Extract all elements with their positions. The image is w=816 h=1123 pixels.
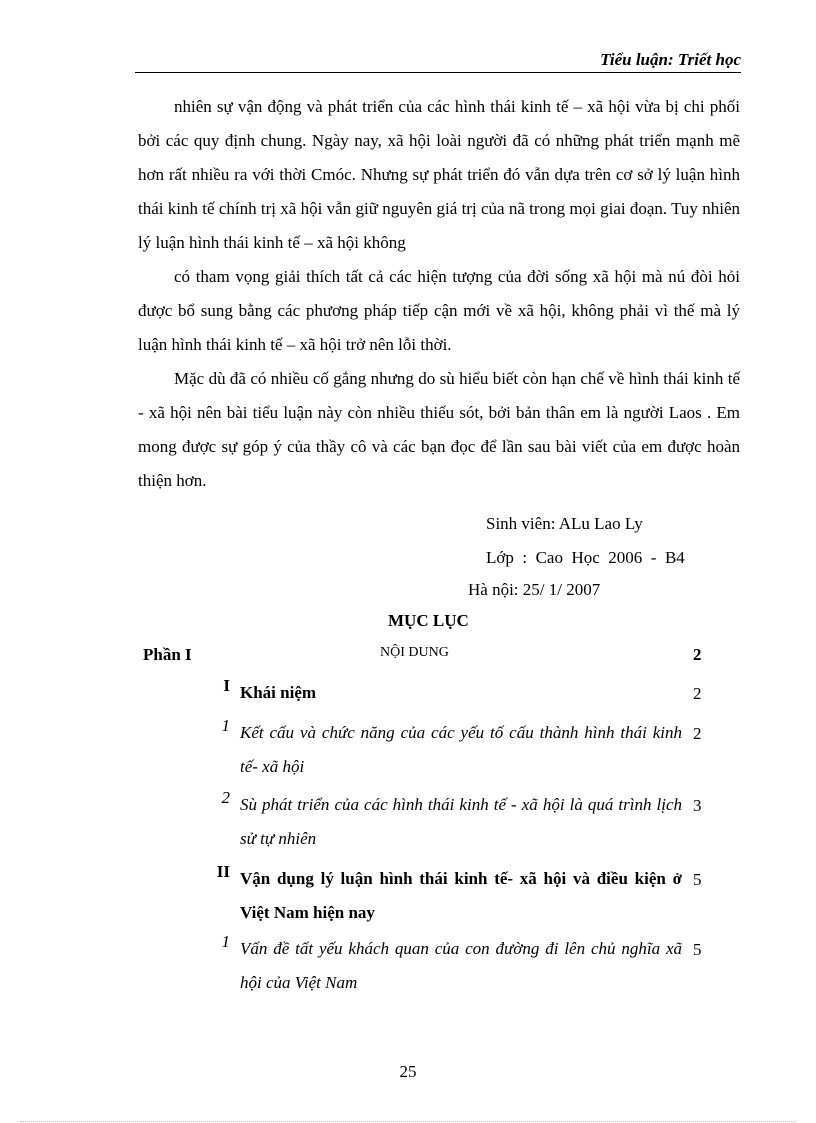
page-number: 25 <box>399 1062 417 1081</box>
toc-entry-text: Vận dụng lý luận hình thái kinh tế- xã hội và điều kiện ở Việt Nam hiện nay <box>240 869 682 922</box>
toc-title: MỤC LỤC <box>388 611 469 630</box>
paragraph: có tham vọng giải thích tất cả các hiện tượng của đời sống xã hội mà nú đòi hỏi được bổ sung bằng các phương pháp tiếp cận mới về xã hội, không phải vì thế mà lý luận hình thái kinh tế – xã hội trở nên lỗi thời. <box>138 267 740 354</box>
toc-part-heading: NỘI DUNG <box>380 645 449 660</box>
header-rule <box>135 72 741 73</box>
toc-entry-text: Khái niệm <box>240 683 317 702</box>
toc-entry-number: 1 <box>221 716 230 735</box>
toc-entry-text: Vấn đề tất yếu khách quan của con đường đi lên chủ nghĩa xã hội của Việt Nam <box>240 939 682 992</box>
toc-entry-page: 3 <box>693 796 702 815</box>
signature-student: Sinh viên: ALu Lao Ly <box>486 514 643 533</box>
toc-part-label: Phần I <box>143 645 192 664</box>
paragraph: nhiên sự vận động và phát triển của các hình thái kinh tế – xã hội vừa bị chi phối bởi các quy định chung. Ngày nay, xã hội loài người đã có những phát triển mạnh mẽ hơn rất nhiều ra với thời Cmóc. Nhưng sự phát triển đó vẫn dựa trên cơ sở lý luận hình thái kinh tế chính trị xã hội vẫn giữ nguyên giá trị của nã trong mọi giai đoạn. Tuy nhiên lý luận hình thái kinh tế – xã hội không <box>138 97 740 252</box>
toc-part-page: 2 <box>693 645 702 664</box>
toc-entry-text: Sù phát triển của các hình thái kinh tế - xã hội là quá trình lịch sử tự nhiên <box>240 795 682 848</box>
toc-entry-page: 2 <box>693 684 702 703</box>
toc-entry-number: II <box>216 862 230 881</box>
paragraph: Mặc dù đã có nhiều cố gắng nhưng do sù hiểu biết còn hạn chế về hình thái kinh tế - xã hội nên bài tiểu luận này còn nhiều thiếu sót, bởi bản thân em là người Laos . Em mong được sự góp ý của thầy cô và các bạn đọc để lần sau bài viết của em được hoàn thiện hơn. <box>138 369 740 490</box>
footer-rule <box>20 1121 796 1122</box>
toc-entry-text: Kết cấu và chức năng của các yếu tố cấu thành hình thái kinh tế- xã hội <box>240 723 682 776</box>
signature-class: Lớp : Cao Học 2006 - B4 <box>486 548 685 567</box>
toc-entry-page: 5 <box>693 940 702 959</box>
body-text <box>138 90 740 498</box>
toc-entry-number: 1 <box>221 932 230 951</box>
toc-entry-number: 2 <box>221 788 230 807</box>
toc-entry-number: I <box>223 676 230 695</box>
toc-entry-page: 2 <box>693 724 702 743</box>
running-header: Tiểu luận: Triết học <box>600 50 741 69</box>
signature-date: Hà nội: 25/ 1/ 2007 <box>468 580 601 599</box>
toc-entry-page: 5 <box>693 870 702 889</box>
